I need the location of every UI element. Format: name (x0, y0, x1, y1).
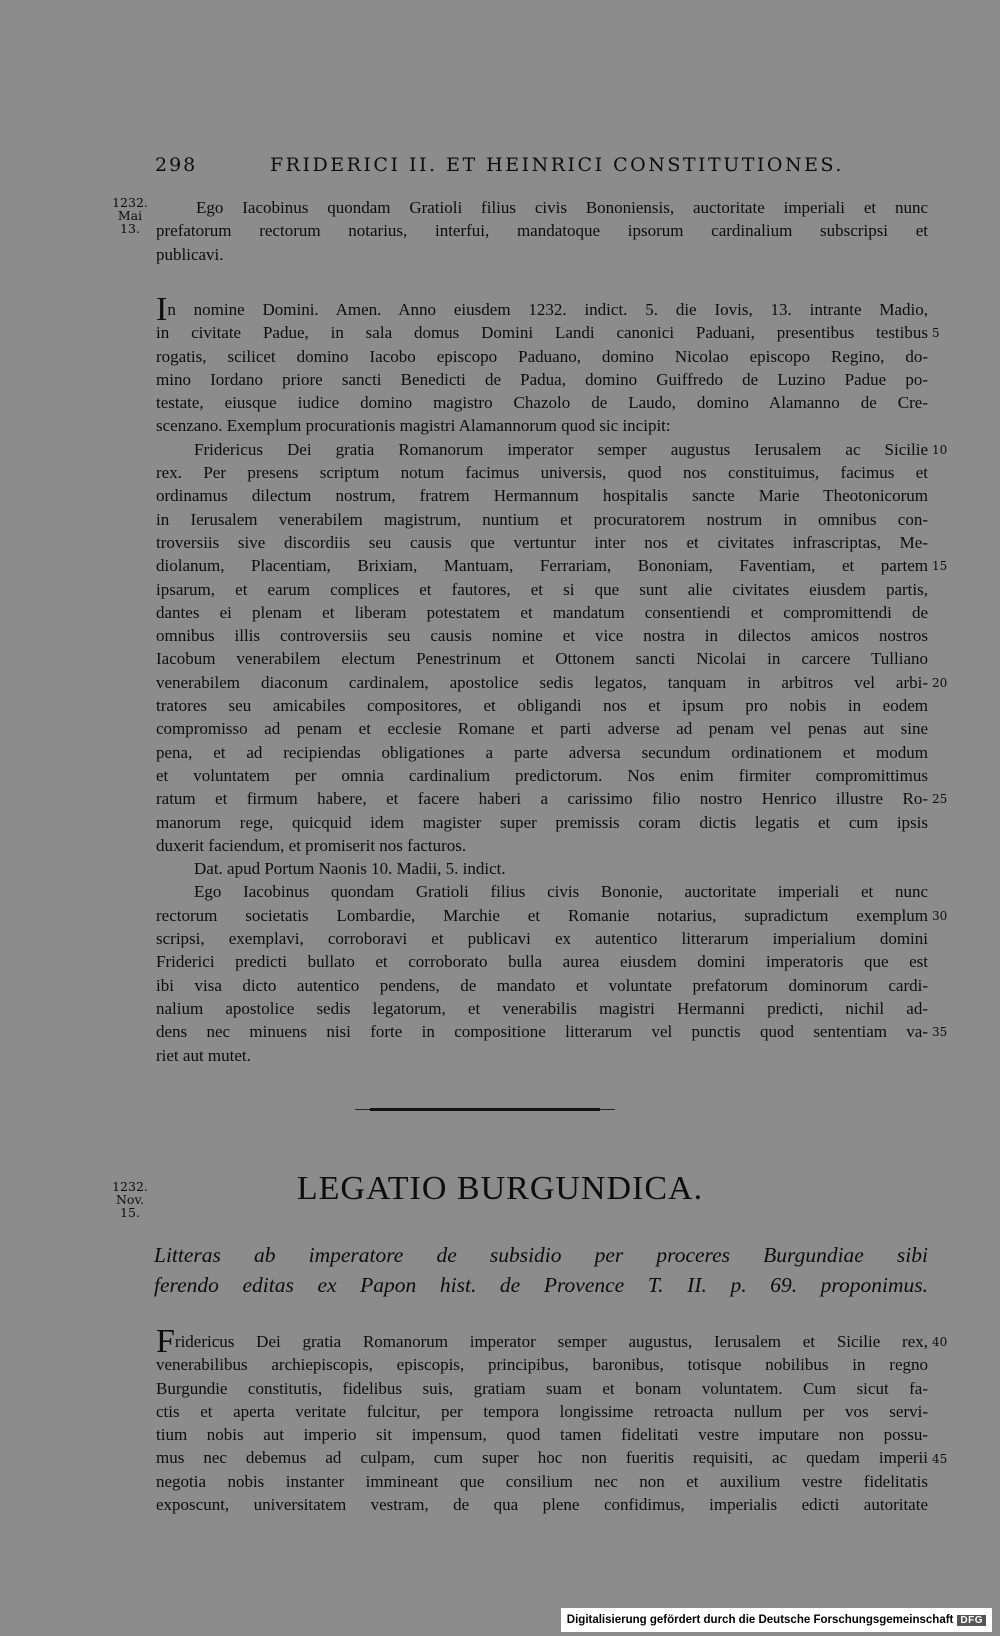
letter-body (156, 1323, 928, 1516)
line-number: 5 (932, 326, 940, 341)
text-line: in civitate Padue, in sala domus Domini Landi canonici Paduani, presentibus testibus (156, 323, 928, 343)
text-line: ipsarum, et earum complices et fautores, et si que sunt alie civitates eiusdem partis, (156, 579, 928, 599)
text-line: ctis et aperta veritate fulcitur, per tempora longissime retroacta nullum per vos servi- (156, 1401, 928, 1421)
text-line: et voluntatem per omnia cardinalium predictorum. Nos enim firmiter compromittimus (156, 765, 928, 785)
digitization-footer (561, 1608, 992, 1632)
text-line: ratum et firmum habere, et facere haberi a carissimo filio nostro Henrico illustre Ro- (156, 789, 928, 809)
text-line: nalium apostolice sedis legatorum, et venerabilis magistri Hermanni predicti, nichil ad- (156, 998, 928, 1018)
text-line: rex. Per presens scriptum notum facimus universis, quod nos constituimus, facimus et (156, 463, 928, 483)
text-line: venerabilibus archiepiscopis, episcopis, principibus, baronibus, totisque nobilibus in regno (156, 1355, 928, 1375)
text-line: in Ierusalem venerabilem magistrum, nuntium et procuratorem nostrum in omnibus con- (156, 509, 928, 529)
text-line: mino Iordano priore sancti Benedicti de Padua, domino Guiffredo de Luzino Padue po- (156, 369, 928, 389)
text-line: Burgundie constitutis, fidelibus suis, gratiam suam et bonam voluntatem. Cum sicut fa- (156, 1378, 928, 1398)
text-line: prefatorum rectorum notarius, interfui, mandatoque ipsorum cardinalium subscripsi et (156, 221, 928, 241)
notary-subscription-paragraph (156, 196, 928, 266)
text-line: scenzano. Exemplum procurationis magistri Alamannorum quod sic incipit: (156, 416, 671, 436)
text-line: pena, et ad recipiendas obligationes a parte adversa secundum ordinationem et modum (156, 742, 928, 762)
text-line: venerabilem diaconum cardinalem, apostolice sedis legatos, tanquam in arbitros vel arbi- (156, 672, 928, 692)
text-line: manorum rege, quicquid idem magister super premissis coram dictis legatis et cum ipsis (156, 812, 928, 832)
text-line: Friderici predicti bullato et corroborato bulla aurea eiusdem domini imperatoris que est (156, 952, 928, 972)
intro-line: ferendo editas ex Papon hist. de Provence T. II. p. 69. proponimus. (154, 1273, 928, 1297)
line-number: 35 (932, 1025, 948, 1040)
margin-date-day: 13. (120, 221, 140, 236)
margin-date-year: 1232. (112, 1179, 148, 1194)
text-line: In nomine Domini. Amen. Anno eiusdem 1232. indict. 5. die Iovis, 13. intrante Madio, (156, 291, 928, 328)
section-title: LEGATIO BURGUNDICA. (296, 1170, 704, 1207)
text-line: exposcunt, universitatem vestram, de qua plene confidimus, imperialis edicti autoritate (156, 1495, 928, 1515)
text-line: tium nobis aut imperio sit impensum, quod tamen fidelitati vestre imputare non possu- (156, 1425, 928, 1445)
text-line: negotia nobis instanter immineant que consilium nec non et auxilium vestre fidelitatis (156, 1471, 928, 1491)
margin-date-day: 15. (120, 1205, 140, 1220)
line-number: 40 (932, 1335, 948, 1349)
margin-date-month: Nov. (115, 1192, 144, 1207)
text-line: dantes ei plenam et liberam potestatem et mandatum consentiendi et compromittendi de (156, 602, 928, 622)
footer-text: Digitalisierung gefördert durch die Deutsche Forschungsgemeinschaft (566, 1614, 954, 1626)
text-line: Ego Iacobinus quondam Gratioli filius civis Bononie, auctoritate imperiali et nunc (194, 882, 928, 902)
text-line: Dat. apud Portum Naonis 10. Madii, 5. indict. (194, 859, 506, 879)
line-number: 30 (932, 908, 948, 923)
text-line: publicavi. (156, 244, 224, 264)
running-title: FRIDERICI II. ET HEINRICI CONSTITUTIONES. (270, 154, 844, 176)
text-line: duxerit faciendum, et promiserit nos facturos. (156, 835, 467, 855)
text-line: Fridericus Dei gratia Romanorum imperator semper augustus, Ierusalem et Sicilie rex, (156, 1323, 928, 1360)
text-line: troversiis sive discordiis seu causis que vertuntur inter nos et civitates infrascriptas, Me- (156, 532, 928, 552)
line-number: 20 (932, 675, 948, 690)
divider-rule (370, 1108, 600, 1111)
section-intro (154, 1240, 928, 1300)
text-line: mus nec debemus ad culpam, cum super hoc non fueritis requisiti, ac quedam imperii (156, 1448, 928, 1468)
text-line: Fridericus Dei gratia Romanorum imperator semper augustus Ierusalem ac Sicilie (194, 439, 928, 459)
text-line: diolanum, Placentiam, Brixiam, Mantuam, Ferrariam, Bononiam, Faventiam, et partem (156, 556, 928, 576)
text-line: compromisso ad penam et ecclesie Romane et parti adverse ad penam vel penas aut sine (156, 719, 928, 739)
text-line: Iacobum venerabilem electum Penestrinum et Ottonem sancti Nicolai in carcere Tulliano (156, 649, 928, 669)
margin-date-month: Mai (117, 208, 143, 223)
text-line: Ego Iacobinus quondam Gratioli filius civis Bononiensis, auctoritate imperiali et nunc (196, 198, 928, 217)
text-line: dens nec minuens nisi forte in compositione litterarum vel punctis quod sententiam va- (156, 1022, 928, 1042)
text-line: omnibus illis controversiis seu causis nomine et vice nostra in dilectos amicos nostros (156, 626, 928, 646)
text-line: testate, eiusque iudice domino magistro Chazolo de Laudo, domino Alamanno de Cre- (156, 393, 928, 413)
intro-line: Litteras ab imperatore de subsidio per proceres Burgundiae sibi (154, 1243, 928, 1267)
page-number: 298 (155, 154, 198, 176)
text-line: rectorum societatis Lombardie, Marchie et Romanie notarius, supradictum exemplum (156, 905, 928, 925)
dfg-logo-icon: DFG (957, 1615, 986, 1626)
text-line: tratores seu amicabiles compositores, et obligandi nos et ipsum pro nobis in eodem (156, 696, 928, 716)
line-number: 10 (932, 442, 948, 457)
text-line: riet aut mutet. (156, 1045, 251, 1065)
line-number: 45 (932, 1451, 948, 1466)
line-number: 25 (932, 792, 948, 807)
text-line: rogatis, scilicet domino Iacobo episcopo Paduano, domino Nicolao episcopo Regino, do- (156, 346, 928, 366)
text-line: scripsi, exemplavi, corroboravi et publicavi ex autentico litterarum imperialium domini (156, 929, 928, 949)
line-number: 15 (932, 559, 948, 574)
document-body (156, 291, 928, 1067)
margin-date-may (112, 196, 148, 235)
margin-date-year: 1232. (112, 195, 148, 210)
text-line: ordinamus dilectum nostrum, fratrem Hermannum hospitalis sancte Marie Theotonicorum (156, 486, 928, 506)
text-line: ibi visa dicto autentico pendens, de mandato et voluntate prefatorum dominorum cardi- (156, 975, 928, 995)
